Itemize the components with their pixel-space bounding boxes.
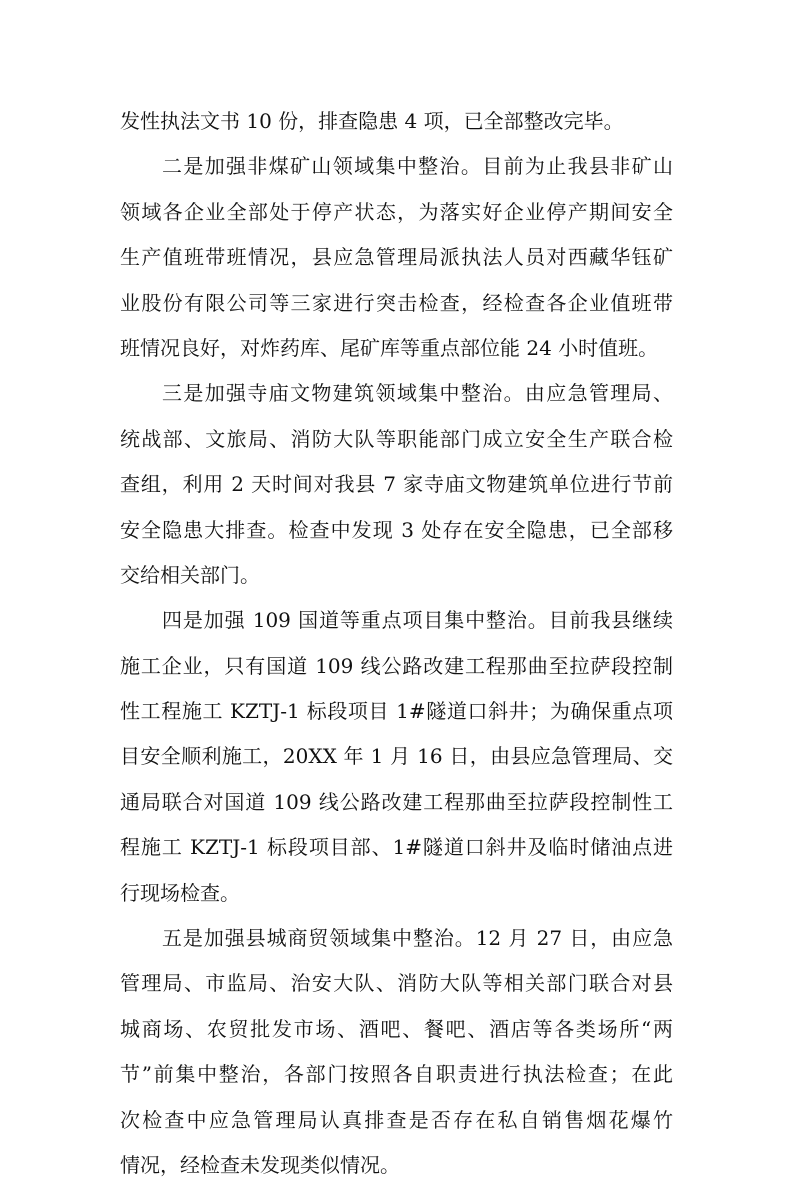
text-line: 城商场、农贸批发市场、酒吧、餐吧、酒店等各类场所“两 [120,1016,673,1041]
text-line: 业股份有限公司等三家进行突击检查，经检查各企业值班带 [120,290,673,315]
text-line: 二是加强非煤矿山领域集中整治。目前为止我县非矿山 [162,154,673,179]
text-line: 领域各企业全部处于停产状态，为落实好企业停产期间安全 [120,199,673,224]
text-line: 交给相关部门。 [120,562,260,587]
text-line: 发性执法文书 10 份，排查隐患 4 项，已全部整改完毕。 [120,109,624,133]
text-line: 节”前集中整治，各部门按照各自职责进行执法检查；在此 [120,1062,673,1087]
text-line: 班情况良好，对炸药库、尾矿库等重点部位能 24 小时值班。 [120,335,659,360]
text-line: 三是加强寺庙文物建筑领域集中整治。由应急管理局、 [162,381,673,406]
text-line: 安全隐患大排查。检查中发现 3 处存在安全隐患，已全部移 [120,517,673,542]
text-line: 生产值班带班情况，县应急管理局派执法人员对西藏华钰矿 [120,245,673,270]
text-line: 施工企业，只有国道 109 线公路改建工程那曲至拉萨段控制 [120,653,673,678]
text-line: 行现场检查。 [120,880,240,905]
paragraph [120,144,673,371]
text-line: 查组，利用 2 天时间对我县 7 家寺庙文物建筑单位进行节前 [120,472,673,497]
text-line: 通局联合对国道 109 线公路改建工程那曲至拉萨段控制性工 [120,789,673,814]
text-line: 情况，经检查未发现类似情况。 [120,1152,400,1177]
text-line: 统战部、文旅局、消防大队等职能部门成立安全生产联合检 [120,426,673,451]
document-page [120,99,673,1188]
text-line: 四是加强 109 国道等重点项目集中整治。目前我县继续 [162,608,673,633]
paragraph [120,598,673,916]
text-line: 程施工 KZTJ-1 标段项目部、1#隧道口斜井及临时储油点进 [120,835,673,860]
text-line: 性工程施工 KZTJ-1 标段项目 1#隧道口斜井；为确保重点项 [120,699,673,724]
paragraph [120,916,673,1188]
paragraph [120,371,673,598]
text-line: 目安全顺利施工，20XX 年 1 月 16 日，由县应急管理局、交 [120,744,673,769]
text-line: 管理局、市监局、治安大队、消防大队等相关部门联合对县 [120,971,673,996]
paragraph [120,99,673,144]
text-line: 五是加强县城商贸领域集中整治。12 月 27 日，由应急 [162,926,673,951]
text-line: 次检查中应急管理局认真排查是否存在私自销售烟花爆竹 [120,1107,673,1132]
